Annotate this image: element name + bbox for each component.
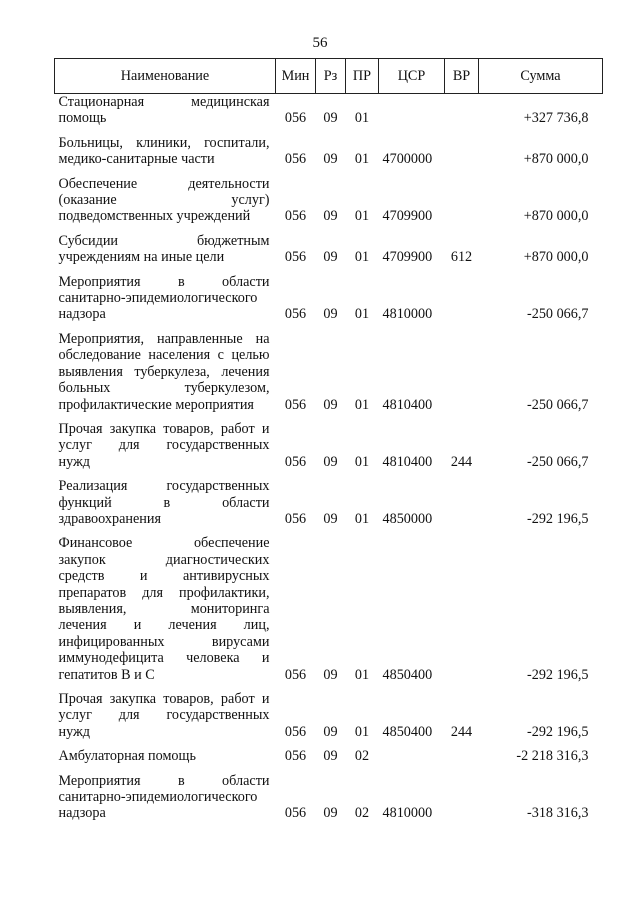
row-pr: 01 [354, 723, 370, 740]
table-row [55, 176, 603, 233]
row-min: 056 [284, 396, 307, 413]
row-name-line: (оказание услуг) [58, 192, 270, 209]
table-row [55, 274, 603, 331]
table-row [55, 94, 603, 135]
table-row [55, 691, 603, 748]
row-name [55, 535, 276, 691]
row-vr [445, 94, 479, 135]
row-sum: +870 000,0 [523, 151, 589, 168]
row-rz: 09 [323, 510, 338, 527]
row-pr: 01 [354, 208, 370, 225]
row-sum: +327 736,8 [523, 110, 589, 127]
row-name-line: выявления, мониторинга [58, 600, 270, 617]
row-pr: 01 [354, 249, 370, 266]
row-pr: 01 [354, 510, 370, 527]
row-name-line: нужд [58, 723, 91, 740]
row-name-line: нужд [58, 453, 91, 470]
row-name-line: инфицированных вирусами [58, 633, 270, 650]
row-name-line: лечения и лечения лиц, [58, 617, 270, 634]
row-pr: 01 [354, 151, 370, 168]
row-pr: 01 [354, 453, 370, 470]
row-csr: 4850400 [382, 723, 433, 740]
table-body [55, 94, 603, 830]
row-name-line: услуг для государственных [58, 707, 270, 724]
row-name-line: Амбулаторная помощь [58, 748, 196, 765]
row-csr: 4810400 [382, 396, 433, 413]
row-name-line: надзора [58, 306, 106, 323]
header-sum: Сумма [479, 59, 603, 94]
row-name-line: Прочая закупка товаров, работ и [58, 420, 270, 437]
header-rz: Рз [316, 59, 346, 94]
row-name-line: Прочая закупка товаров, работ и [58, 691, 270, 707]
row-csr: 4700000 [382, 151, 433, 168]
row-pr: 01 [354, 110, 370, 127]
header-min: Мин [276, 59, 316, 94]
row-rz: 09 [323, 208, 338, 225]
row-name-line: Мероприятия, направленные на [58, 330, 270, 347]
row-name-line: обследование населения с целью [58, 347, 270, 364]
row-min: 056 [284, 748, 307, 765]
row-sum: -292 196,5 [527, 723, 589, 740]
row-sum: -318 316,3 [527, 805, 589, 822]
page-number: 56 [312, 35, 328, 51]
row-min: 056 [284, 666, 307, 683]
row-name-line: Стационарная медицинская [58, 94, 270, 110]
row-vr [445, 773, 479, 830]
row-name [55, 94, 276, 135]
row-csr: 4810400 [382, 453, 433, 470]
row-min: 056 [284, 208, 307, 225]
row-rz: 09 [323, 396, 338, 413]
row-sum: +870 000,0 [523, 249, 589, 266]
row-name-line: Субсидии бюджетным [58, 232, 270, 249]
row-name-line: Мероприятия в области [58, 273, 270, 290]
row-csr: 4810000 [382, 306, 433, 323]
row-name-line: гепатитов В и С [58, 666, 155, 683]
row-name-line: Финансовое обеспечение [58, 535, 270, 552]
row-sum: -292 196,5 [527, 510, 589, 527]
row-name [55, 421, 276, 478]
row-name-line: закупок диагностических [58, 551, 270, 568]
table-row [55, 773, 603, 830]
row-name-line: Обеспечение деятельности [58, 175, 270, 192]
row-sum: -250 066,7 [527, 396, 589, 413]
row-name [55, 274, 276, 331]
row-rz: 09 [323, 453, 338, 470]
row-csr: 4850400 [382, 666, 433, 683]
row-name-line: Мероприятия в области [58, 772, 270, 789]
row-pr: 01 [354, 666, 370, 683]
row-name-line: помощь [58, 110, 107, 127]
row-csr: 4850000 [382, 510, 433, 527]
row-name [55, 331, 276, 421]
row-vr [445, 748, 479, 772]
row-csr: 4810000 [382, 805, 433, 822]
budget-table [54, 58, 603, 830]
row-sum: -2 218 316,3 [516, 748, 589, 765]
row-name [55, 233, 276, 274]
header-csr: ЦСР [379, 59, 445, 94]
row-min: 056 [284, 110, 307, 127]
row-sum: -250 066,7 [527, 453, 589, 470]
row-name-line: Реализация государственных [58, 478, 270, 495]
row-vr: 612 [450, 249, 473, 266]
row-sum: +870 000,0 [523, 208, 589, 225]
row-csr [379, 94, 445, 135]
row-name-line: подведомственных учреждений [58, 208, 251, 225]
row-vr: 244 [450, 723, 473, 740]
row-name-line: услуг для государственных [58, 437, 270, 454]
row-min: 056 [284, 249, 307, 266]
row-rz: 09 [323, 666, 338, 683]
row-vr [445, 274, 479, 331]
row-name-line: медико-санитарные части [58, 151, 215, 168]
row-name-line: средств и антивирусных [58, 568, 270, 585]
row-csr: 4709900 [382, 249, 433, 266]
row-min: 056 [284, 805, 307, 822]
table-row [55, 233, 603, 274]
row-rz: 09 [323, 748, 338, 765]
row-pr: 01 [354, 306, 370, 323]
row-name-line: иммунодефицита человека и [58, 650, 270, 667]
row-pr: 01 [354, 396, 370, 413]
row-min: 056 [284, 306, 307, 323]
table-row [55, 748, 603, 772]
row-name-line: Больницы, клиники, госпитали, [58, 134, 270, 151]
header-pr: ПР [346, 59, 379, 94]
row-sum: -292 196,5 [527, 666, 589, 683]
row-vr [445, 535, 479, 691]
row-sum: -250 066,7 [527, 306, 589, 323]
row-pr: 02 [354, 805, 370, 822]
row-name-line: учреждениям на иные цели [58, 249, 225, 266]
row-min: 056 [284, 510, 307, 527]
row-vr [445, 331, 479, 421]
row-rz: 09 [323, 151, 338, 168]
row-name-line: препаратов для профилактики, [58, 584, 270, 601]
row-name-line: санитарно-эпидемиологического [58, 789, 258, 806]
row-name [55, 691, 276, 748]
row-name-line: здравоохранения [58, 510, 161, 527]
row-name-line: выявления туберкулеза, лечения [58, 363, 270, 380]
table-header [55, 59, 603, 94]
row-name-line: профилактические мероприятия [58, 396, 254, 413]
row-vr [445, 176, 479, 233]
row-pr: 02 [354, 748, 370, 765]
table-row [55, 135, 603, 176]
row-name [55, 478, 276, 535]
row-rz: 09 [323, 723, 338, 740]
header-name: Наименование [55, 59, 276, 94]
row-name-line: санитарно-эпидемиологического [58, 290, 258, 307]
row-name [55, 176, 276, 233]
table-row [55, 535, 603, 691]
header-vr: ВР [445, 59, 479, 94]
row-name-line: функций в области [58, 494, 270, 511]
row-rz: 09 [323, 249, 338, 266]
row-name [55, 748, 276, 772]
table-row [55, 331, 603, 421]
row-min: 056 [284, 453, 307, 470]
row-rz: 09 [323, 110, 338, 127]
row-name-line: надзора [58, 805, 106, 822]
row-csr: 4709900 [382, 208, 433, 225]
row-name-line: больных туберкулезом, [58, 380, 270, 397]
table-row [55, 421, 603, 478]
row-csr [379, 748, 445, 772]
row-vr [445, 135, 479, 176]
row-rz: 09 [323, 306, 338, 323]
row-vr: 244 [450, 453, 473, 470]
row-vr [445, 478, 479, 535]
row-name [55, 135, 276, 176]
row-name [55, 773, 276, 830]
row-rz: 09 [323, 805, 338, 822]
table-row [55, 478, 603, 535]
row-min: 056 [284, 151, 307, 168]
row-min: 056 [284, 723, 307, 740]
